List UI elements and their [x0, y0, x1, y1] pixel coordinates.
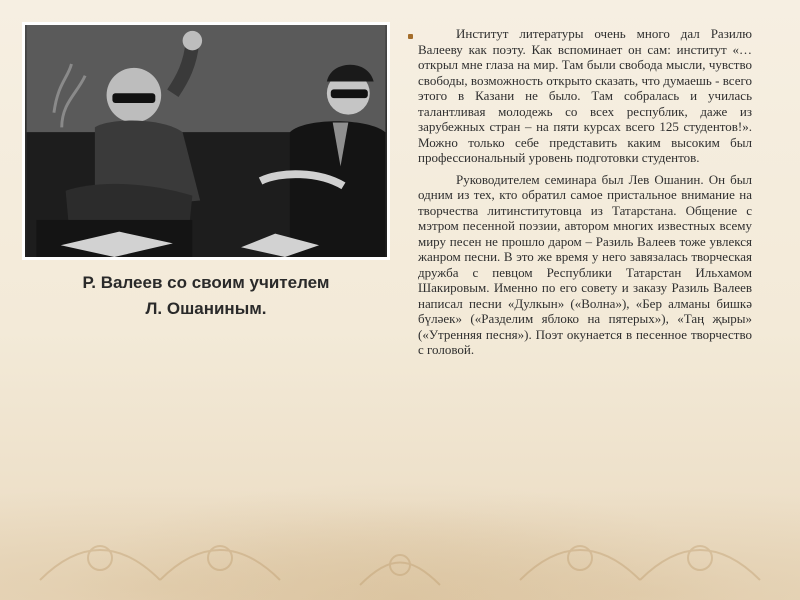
photo-caption	[22, 270, 390, 322]
paragraph-2: Руководителем семинара был Лев Ошанин. Он был одним из тех, кто обратил самое пристальное внимание на творчества литинститутовца из Татарстана. Общение с мэтром песенной поэзии, автором многих известных всему миру песен не прошло даром – Разиль Валеев тоже увлекся жанром песни. В это же время у него завязалась творческая дружба с певцом Республики Татарстан Ильхамом Шакировым. Именно по его совету и заказу Разиль Валеев написал песни «Дулкын» («Волна»), «Бер алманы бишкә бүләек» («Разделим яблоко на пятерых»), «Таң җыры» («Утренняя песня»). Поэт окунается в песенное творчество с головой.	[418, 171, 752, 357]
photo-illustration	[25, 25, 387, 257]
photo-valeev-with-oshanin	[22, 22, 390, 260]
floral-ornament	[0, 460, 800, 600]
caption-line-1: Р. Валеев со своим учителем	[82, 273, 330, 292]
paragraph-1: Институт литературы очень много дал Разилю Валееву как поэту. Как вспоминает он сам: институт «…открыл мне глаза на мир. Там были свобода мысли, чувство свободы, возможность открыто сказать, что думаешь - всего этого в Казани не было. Там собралась и училась талантливая молодежь со всех республик, даже из зарубежных стран – на пяти курсах всего 125 студентов!». Можно только себе представить каким высоким был профессиональный уровень подготовки студентов.	[418, 26, 752, 165]
caption-line-2: Л. Ошаниным.	[145, 299, 267, 318]
bullet-marker	[408, 34, 413, 39]
biography-text	[418, 26, 752, 364]
